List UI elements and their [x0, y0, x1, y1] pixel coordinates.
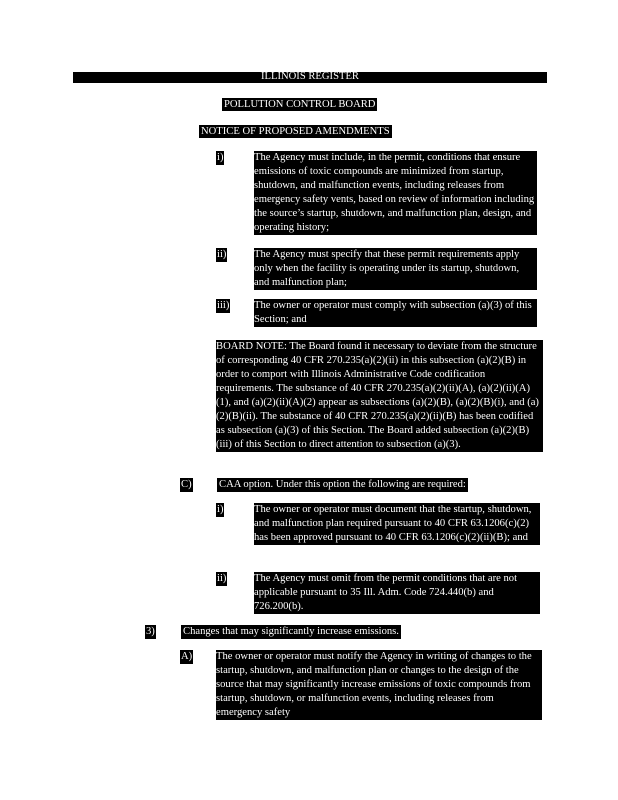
section-3-text: Changes that may significantly increase emissions.	[183, 626, 399, 637]
notice-title: NOTICE OF PROPOSED AMENDMENTS	[201, 126, 390, 137]
header-bar	[73, 72, 547, 83]
board-note: BOARD NOTE: The Board found it necessary to deviate from the structure of corresponding 40 CFR 270.235(a)(2)(ii) in this subsection (a)(2)(B) in order to comport with Illinois Administrative Code codification requirements. The substance of 40 CFR 270.235(a)(2)(ii)(A), (a)(2)(ii)(A)(1), and (a)(2)(ii)(A)(2) appear as subsections (a)(2)(B), (a)(2)(B)(i), and (a)(2)(B)(ii). The substance of 40 CFR 270.235(a)(2)(ii)(B) has been codified as subsection (a)(3) of this Section. The Board added subsection (a)(2)(B)(iii) of this Section to direct attention to subsection (a)(3).	[216, 340, 543, 452]
item-ii-text: The Agency must specify that these permit requirements apply only when the facility is operating under its startup, shutdown, and malfunction plan;	[254, 248, 537, 290]
board-title: POLLUTION CONTROL BOARD	[224, 99, 376, 110]
item-iii-label: iii)	[217, 300, 230, 311]
section-c-i-text: The owner or operator must document that the startup, shutdown, and malfunction plan required pursuant to 40 CFR 63.1206(c)(2) has been approved pursuant to 40 CFR 63.1206(c)(2)(ii)(B); and	[254, 503, 540, 545]
register-title: ILLINOIS REGISTER	[261, 71, 359, 82]
section-c-ii-text: The Agency must omit from the permit conditions that are not applicable pursuant to 35 Ill. Adm. Code 724.440(b) and 726.200(b).	[254, 572, 540, 614]
section-c-text: CAA option. Under this option the following are required:	[219, 479, 466, 490]
item-ii-label: ii)	[217, 249, 227, 260]
item-i-label: i)	[217, 152, 224, 163]
section-c-label: C)	[181, 479, 192, 490]
section-3-label: 3)	[146, 626, 155, 637]
section-c-i-label: i)	[217, 504, 224, 515]
item-i-text: The Agency must include, in the permit, conditions that ensure emissions of toxic compounds are minimized from startup, shutdown, and malfunction events, including releases from emergency safety vents, based on review of information including the source’s startup, shutdown, and malfunction plan, design, and operating history;	[254, 151, 537, 235]
section-3-a-text: The owner or operator must notify the Agency in writing of changes to the startup, shutdown, and malfunction plan or changes to the design of the source that may significantly increase emissions of toxic compounds from startup, shutdown, or malfunction events, including releases from emergency safety	[216, 650, 542, 720]
section-c-ii-label: ii)	[217, 573, 227, 584]
section-3-a-label: A)	[181, 651, 193, 662]
item-iii-text: The owner or operator must comply with subsection (a)(3) of this Section; and	[254, 299, 537, 327]
